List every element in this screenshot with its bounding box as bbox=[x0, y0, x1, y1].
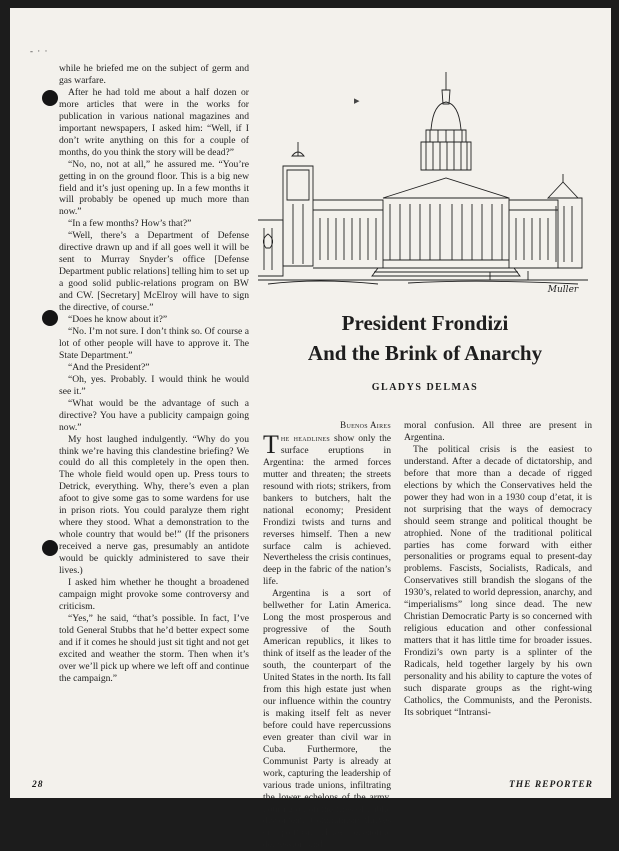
right-article-column bbox=[404, 420, 592, 719]
page-number: 28 bbox=[32, 780, 44, 790]
binder-hole-bottom bbox=[42, 540, 58, 556]
binder-hole-middle bbox=[42, 310, 58, 326]
left-paragraph: “Well, there’s a Department of Defense directive drawn up and if all goes well it will be sent to Murray Snyder’s office [Defense Department public relations] telling him to set up a good solid public-relations program on BW and CW. [Secretary] McElroy will have to sign the directive, of course.” bbox=[59, 230, 249, 314]
lead-smallcaps: he headlines bbox=[280, 432, 330, 443]
scan-artifact: - · · bbox=[30, 46, 49, 56]
left-paragraph: “What would be the advantage of such a directive? You have a publicity campaign going now.” bbox=[59, 397, 249, 433]
mid-paragraph: Argentina is a sort of bellwether for Latin America. Long the most prosperous and progressive of the South American republics, it likes to think of itself as the leader of the south, the counterpart of the United States in the north. Its fall from this high estate just when our influence within the country is making itself felt as never before could have repercussions even greater than civil war in Cuba. Furthermore, the Communist Party is already at work, capturing the leadership of various trade unions, infiltrating the lower echelons of the army, pouring oil on the fires of public discontent. Communism thrives on political chaos, economic depression, and bbox=[263, 588, 391, 851]
lead-text: show only the surface eruptions in Argentina: the armed forces mutter and threaten; the streets resound with riots; strikers, from bankers to butchers, halt the national economy; President Frondizi twists and turns and reverses himself. Then a new surface calm is achieved. Nevertheless the crisis continues, deep in the fabric of the nation’s life. bbox=[263, 432, 391, 588]
left-article-column bbox=[59, 63, 249, 685]
left-paragraph: “Oh, yes. Probably. I would think he would see it.” bbox=[59, 373, 249, 397]
article-headline bbox=[260, 308, 590, 368]
left-paragraph: I asked him whether he thought a broadened campaign might provoke some controversy and criticism. bbox=[59, 576, 249, 612]
middle-article-column bbox=[263, 420, 391, 851]
artist-signature: Muller bbox=[547, 285, 579, 295]
left-paragraph: “Does he know about it?” bbox=[68, 314, 168, 326]
drop-cap: T bbox=[263, 429, 279, 459]
magazine-page bbox=[10, 8, 611, 851]
right-paragraph: The political crisis is the easiest to understand. After a decade of dictatorship, and before that more than a decade of rigged elections by which the Conservatives held the power they had won in a 1930 coup d’etat, it is not surprising that the ways of democracy should seem strange and political thought be atrophied. None of the traditional political parties has come forward with either personalities or programs equal to present-day problems. Fascists, Socialists, Radicals, and Conservatives still brandish the slogans of the 1930’s, related to world depression, anarchy, and “imperialisms” long since dead. The new Christian Democratic Party is so concerned with religious education and other confessional matters that it has little time for broader issues. Frondizi’s own party is a splinter of the Radicals, held together largely by his own personality and his ability to capture the votes of such disparate groups as the right-wing Catholics, the Communists, and the Peronists. Its sobriquet “Intransi- bbox=[404, 443, 592, 718]
dateline: Buenos Aires bbox=[340, 420, 391, 430]
left-paragraph: while he briefed me on the subject of germ and gas warfare. bbox=[59, 63, 249, 86]
left-paragraph: My host laughed indulgently. “Why do you think we’re having this clandestine briefing? We could do all this completely in the open then. The whole field would open up. Press tours to Detrick, everything. Why, there’s even a plan afoot to give some gas to some wardens for use in prison riots. You could paralyze them right where they stood. What a demonstration to the whole country that would be!” (If the prisoners received a nerve gas, presumably an antidote would be quickly administered to save their lives.) bbox=[59, 433, 249, 577]
scan-artifact: ▸ bbox=[354, 95, 360, 107]
right-paragraph: moral confusion. All three are present in Argentina. bbox=[404, 420, 592, 443]
binder-hole-top bbox=[42, 90, 58, 106]
left-paragraph: “No. I’m not sure. I don’t think so. Of course a lot of other people will have to approve it. The State Department.” bbox=[59, 325, 249, 361]
headline-line-1: President Frondizi bbox=[341, 311, 509, 335]
byline: GLADYS DELMAS bbox=[371, 382, 479, 393]
capitol-building-sketch-icon bbox=[258, 70, 588, 296]
left-paragraph: “Yes,” he said, “that’s possible. In fact, I’ve told General Stubbs that he’d better expect some and if it comes he should just sit tight and not get excited and weather the storm. Then when it’s over we’ll pick up where we left off and continue the campaign.” bbox=[59, 612, 249, 684]
left-paragraph: “In a few months? How’s that?” bbox=[68, 218, 192, 230]
left-paragraph: “No, no, not at all,” he assured me. “You’re getting in on the ground floor. This is a big new field and it’s just opening up. In a few months it will probably be opened up much more than now.” bbox=[59, 158, 249, 218]
left-paragraph: After he had told me about a half dozen or more articles that were in the works for publication in various national magazines and important newspapers, I asked him: “Well, if I don’t write anything on this for a couple of months, do you think the story will be dead?” bbox=[59, 86, 249, 158]
publication-name: THE REPORTER bbox=[508, 780, 593, 790]
headline-line-2: And the Brink of Anarchy bbox=[307, 341, 543, 365]
left-paragraph: “And the President?” bbox=[68, 361, 150, 373]
lead-paragraph bbox=[263, 429, 391, 588]
